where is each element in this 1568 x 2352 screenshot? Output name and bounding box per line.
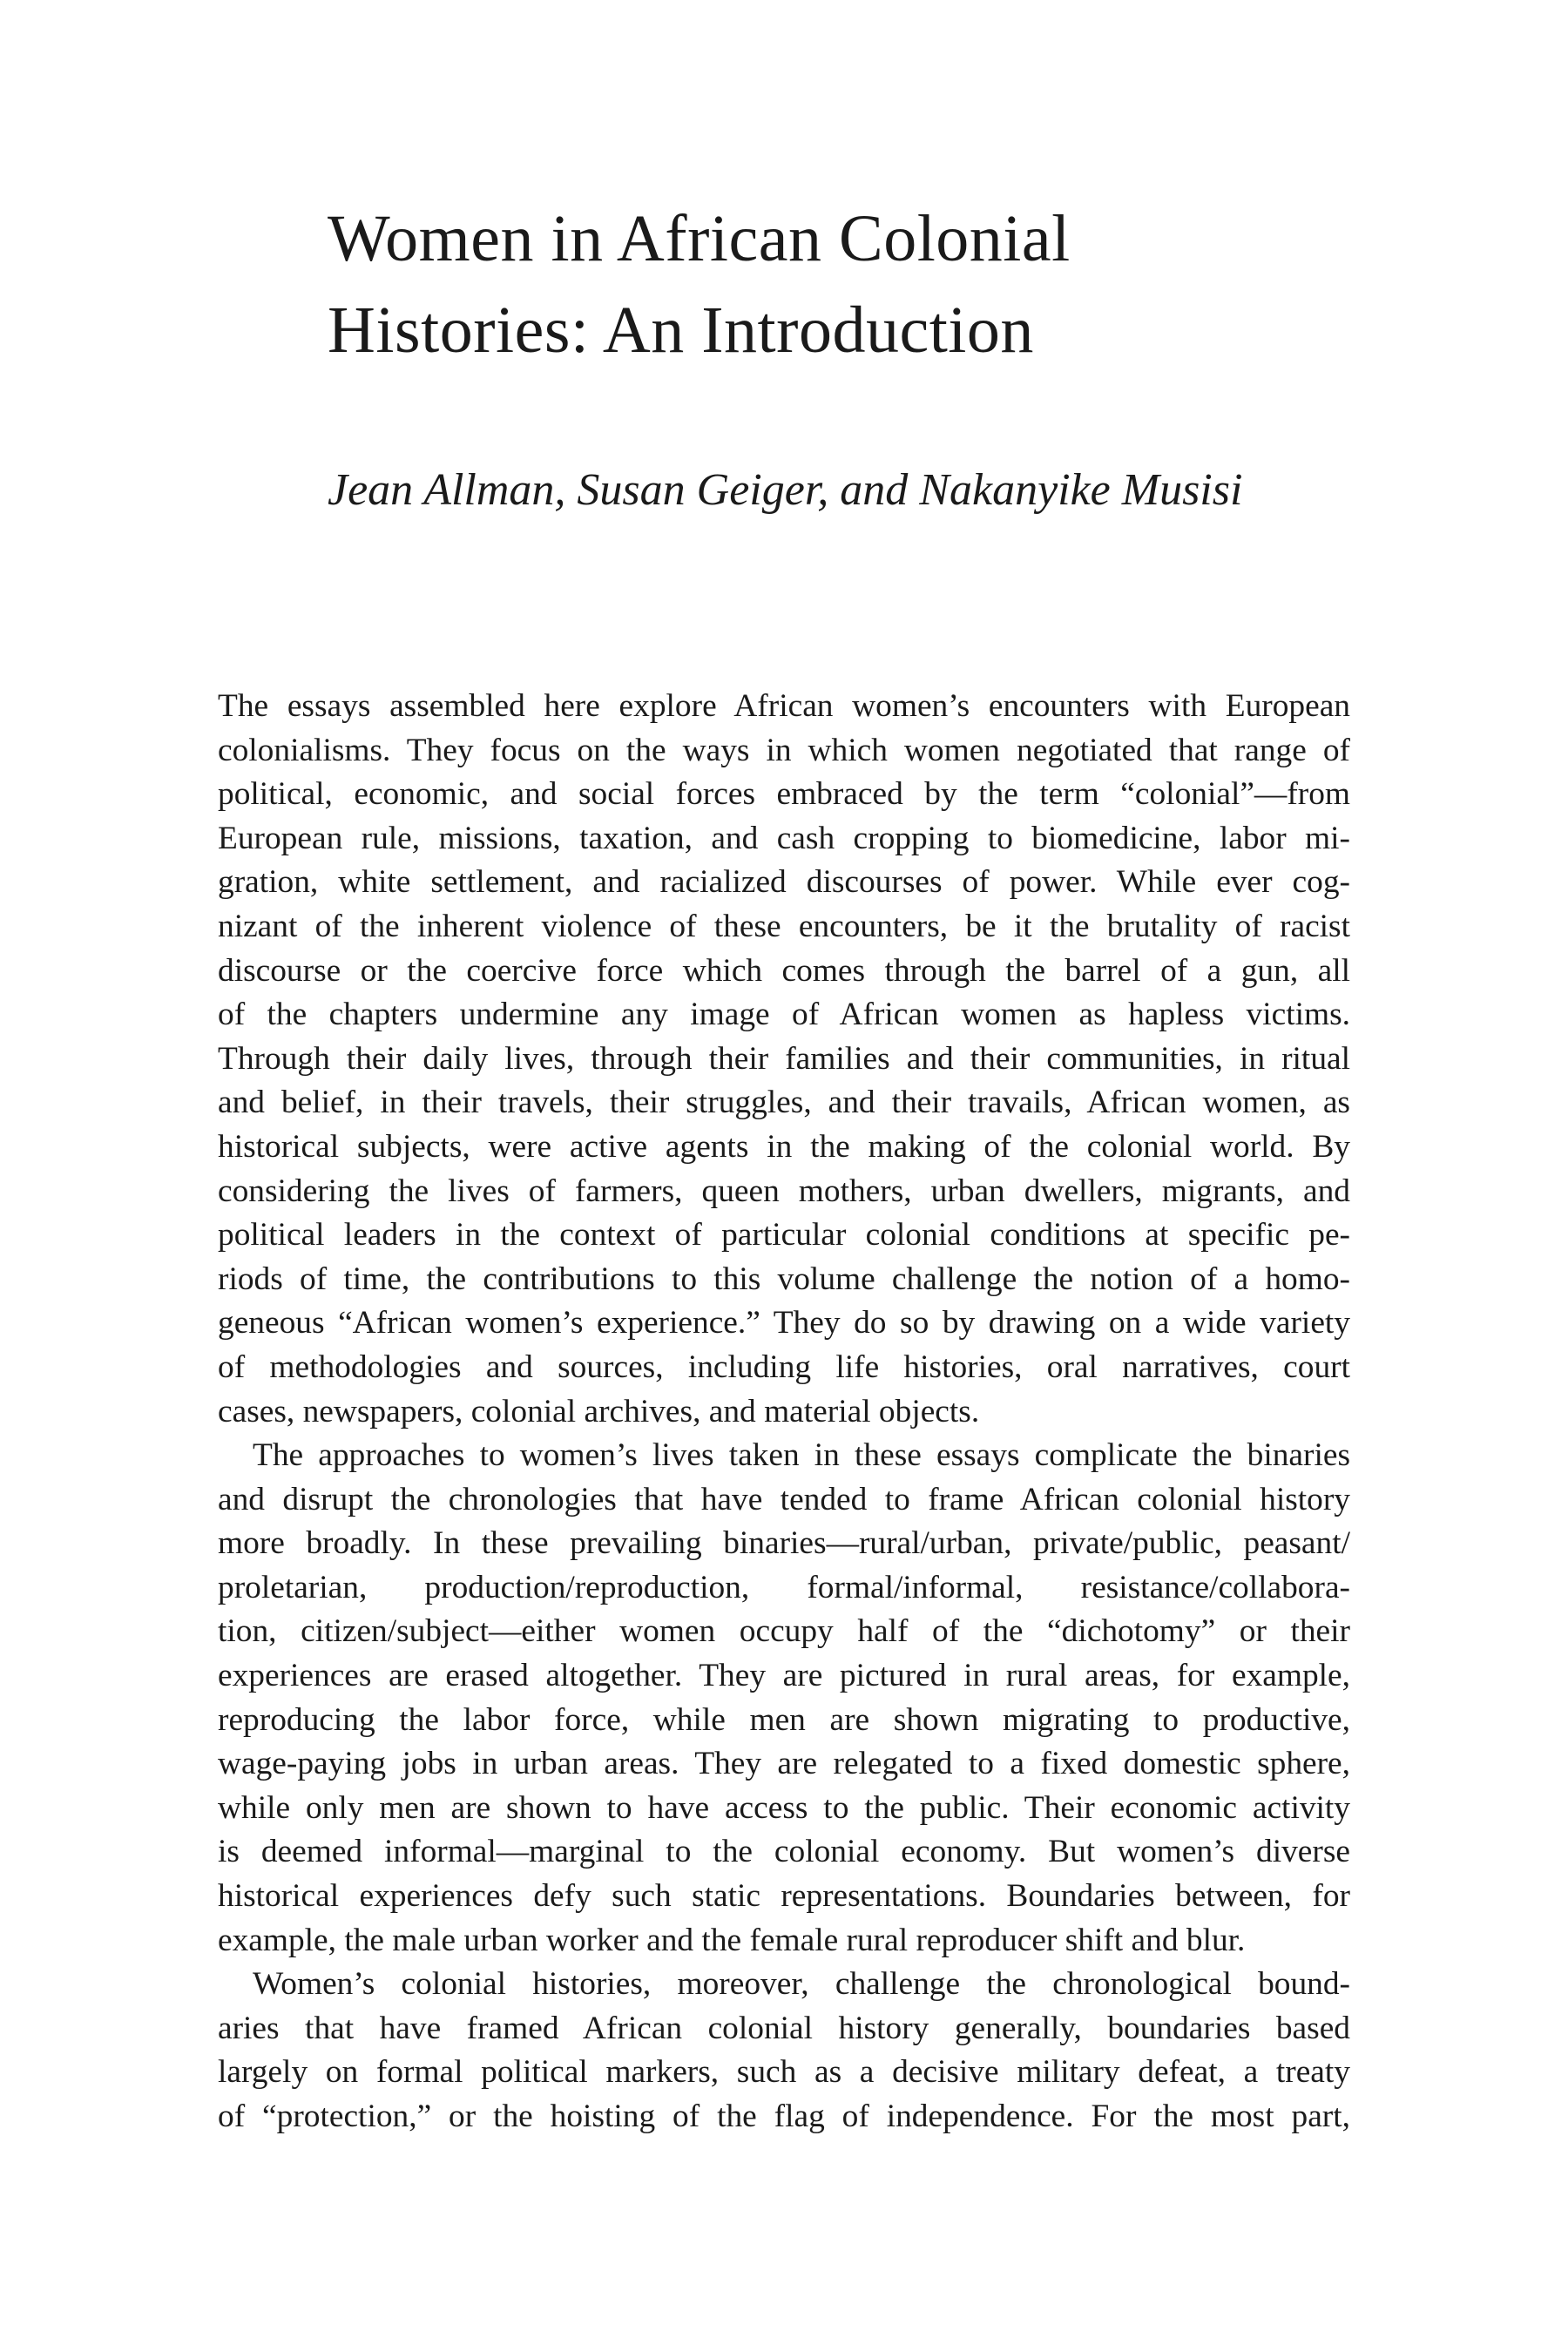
text-line: considering the lives of farmers, queen mothers, urban dwellers, migrants, and	[218, 1173, 1350, 1209]
text-line: gration, white settlement, and racialized discourses of power. While ever cog-	[218, 864, 1350, 901]
text-line: The approaches to women’s lives taken in these essays complicate the binaries	[253, 1437, 1350, 1474]
chapter-authors: Jean Allman, Susan Geiger, and Nakanyike Musisi	[328, 465, 1243, 515]
text-line: and belief, in their travels, their struggles, and their travails, African women, as	[218, 1085, 1350, 1121]
text-line: geneous “African women’s experience.” They do so by drawing on a wide variety	[218, 1305, 1350, 1342]
text-line: historical subjects, were active agents in the making of the colonial world. By	[218, 1128, 1350, 1165]
text-line: wage-paying jobs in urban areas. They are relegated to a fixed domestic sphere,	[218, 1746, 1350, 1782]
text-line: cases, newspapers, colonial archives, and material objects.	[218, 1393, 980, 1429]
text-line: more broadly. In these prevailing binaries—rural/urban, private/public, peasant/	[218, 1525, 1350, 1562]
text-line: proletarian, production/reproduction, formal/informal, resistance/collabora-	[218, 1569, 1350, 1605]
paragraph-1	[218, 685, 1350, 1434]
text-line: is deemed informal—marginal to the colonial economy. But women’s diverse	[218, 1834, 1350, 1870]
text-line: European rule, missions, taxation, and cash cropping to biomedicine, labor mi-	[218, 820, 1350, 856]
text-line: example, the male urban worker and the female rural reproducer shift and blur.	[218, 1922, 1246, 1958]
text-line: colonialisms. They focus on the ways in which women negotiated that range of	[218, 732, 1350, 768]
chapter-title-line-2: Histories: An Introduction	[328, 294, 1034, 367]
paragraph-2	[218, 1434, 1350, 1963]
paragraph-3	[218, 1963, 1350, 2139]
text-line: discourse or the coercive force which comes through the barrel of a gun, all	[218, 952, 1350, 989]
text-line: riods of time, the contributions to this volume challenge the notion of a homo-	[218, 1260, 1350, 1297]
text-line: while only men are shown to have access to the public. Their economic activity	[218, 1789, 1350, 1826]
chapter-title	[328, 193, 1373, 376]
text-line: Through their daily lives, through their families and their communities, in ritual	[218, 1040, 1350, 1077]
text-line: aries that have framed African colonial history generally, boundaries based	[218, 2010, 1350, 2046]
text-line: and disrupt the chronologies that have tended to frame African colonial history	[218, 1481, 1350, 1517]
text-line: nizant of the inherent violence of these encounters, be it the brutality of racist	[218, 908, 1350, 944]
text-line: reproducing the labor force, while men are shown migrating to productive,	[218, 1701, 1350, 1738]
text-line: largely on formal political markers, such as a decisive military defeat, a treaty	[218, 2054, 1350, 2091]
text-line: Women’s colonial histories, moreover, challenge the chronological bound-	[253, 1966, 1350, 2003]
text-line: political, economic, and social forces embraced by the term “colonial”—from	[218, 776, 1350, 813]
text-line: historical experiences defy such static representations. Boundaries between, for	[218, 1878, 1350, 1915]
text-line: experiences are erased altogether. They are pictured in rural areas, for example,	[218, 1658, 1350, 1694]
text-line: political leaders in the context of particular colonial conditions at specific pe-	[218, 1217, 1350, 1254]
chapter-title-line-1: Women in African Colonial	[328, 202, 1071, 275]
chapter-body	[218, 685, 1350, 2139]
text-line: The essays assembled here explore African women’s encounters with European	[218, 688, 1350, 724]
text-line: tion, citizen/subject—either women occupy half of the “dichotomy” or their	[218, 1613, 1350, 1650]
text-line: of methodologies and sources, including life histories, oral narratives, court	[218, 1348, 1350, 1385]
text-line: of the chapters undermine any image of African women as hapless victims.	[218, 997, 1350, 1033]
text-line: of “protection,” or the hoisting of the flag of independence. For the most part,	[218, 2099, 1350, 2134]
